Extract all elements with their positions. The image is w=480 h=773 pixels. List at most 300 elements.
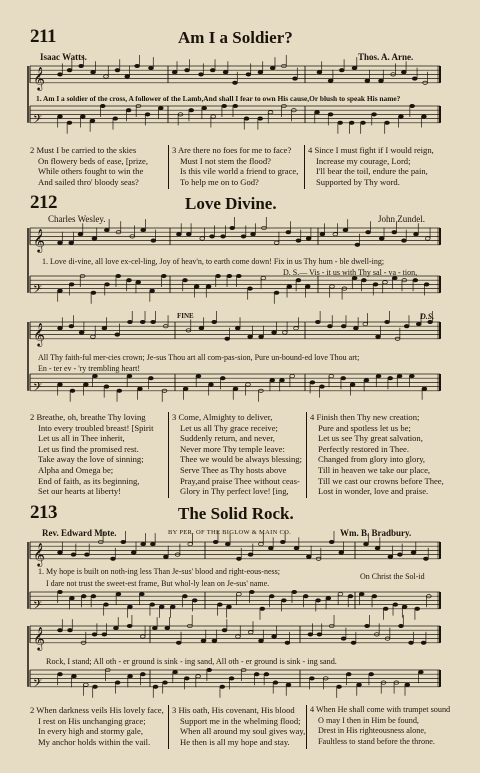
note-head [399,115,404,118]
bass-clef-icon: 𝄢 [33,676,43,693]
hymn-lyric-line: On Christ the Sol-id [360,572,425,581]
note-head [223,71,228,74]
note-head [117,389,122,392]
note-head [216,274,221,277]
note-head [196,675,201,678]
note-head [306,237,311,240]
note-head [145,113,150,116]
note-head [140,320,145,323]
verse-divider [304,145,305,189]
note-head [264,673,269,676]
note-head [397,374,402,377]
note-head [259,542,264,545]
note-head [192,599,197,602]
note-head [172,71,177,74]
note-head [272,331,277,334]
note-head [285,641,290,644]
note-head [401,71,406,74]
hymn-composer: Wm. B. Bradbury. [340,528,412,538]
note-head [139,592,144,595]
note-head [115,69,120,72]
hymn-verse: 3 His oath, His covenant, His blood Support me in the whelming flood; When all around my soul gives way, He then is all my hope and stay. [172,705,306,747]
note-head [233,104,238,107]
note-head [388,377,393,380]
note-head [333,233,338,236]
note-head [306,555,311,558]
note-head [233,387,238,390]
hymn-title: Am I a Soldier? [178,28,293,47]
hymn-verse: 3 Are there no foes for me to face? Must I not stem the flood? Is this vile world a friend to grace, To help me on to God? [172,145,299,187]
note-head [309,677,314,680]
hymn-lyric-line: 1. Love di-vine, all love ex-cel-ling, Joy of heav'n, to earth come down! Fix in us Thy hum - ble dwell-ing; [42,257,385,266]
note-head [128,320,133,323]
note-head [352,66,357,69]
note-head [149,377,154,380]
note-head [348,595,353,598]
note-head [128,605,133,608]
note-head [274,291,279,294]
note-head [246,383,251,386]
note-head [328,325,333,328]
note-head [412,77,417,80]
note-head [111,557,116,560]
note-head [343,228,348,231]
note-head [405,683,410,686]
note-head [379,237,384,240]
note-head [341,325,346,328]
note-head [280,379,285,382]
note-head [196,374,201,377]
note-head [329,374,334,377]
note-head [329,540,334,543]
note-head [127,279,132,282]
note-head [210,235,215,238]
note-head [375,547,380,550]
note-head [355,243,360,246]
note-head [150,289,155,292]
note-head [402,605,407,608]
note-head [376,374,381,377]
bass-clef-icon: 𝄢 [33,282,43,299]
note-head [91,71,96,74]
note-head [152,626,157,629]
note-head [229,677,234,680]
note-head [369,673,374,676]
note-head [351,641,356,644]
note-head [258,71,263,74]
hymn-number: 211 [30,26,56,47]
hymn-lyric-line: 1. Am I a soldier of the cross, A follower of the Lamb,And shall I fear to own His cause,Or blush to speak His name? [36,94,401,103]
note-head [392,231,397,234]
note-head [328,113,333,116]
bass-clef-icon: 𝄢 [33,112,43,129]
note-head [294,547,299,550]
note-head [364,379,369,382]
note-head [422,115,427,118]
note-head [199,73,204,76]
note-head [100,104,105,107]
note-head [233,81,238,84]
treble-clef-icon: 𝄞 [33,541,45,566]
note-head [341,377,346,380]
note-head [104,75,109,78]
note-head [290,374,295,377]
note-head [176,641,181,644]
hymn-lyricist: Charles Wesley. [48,214,106,224]
note-head [91,291,96,294]
note-head [399,624,404,627]
note-head [236,274,241,277]
note-head [213,540,218,543]
note-head [372,595,377,598]
note-head [220,377,225,380]
note-head [206,285,211,288]
note-head [69,283,74,286]
note-head [93,685,98,688]
note-head [365,624,370,627]
hymn-verse: 2 When darkness veils His lovely face, I rest on His unchanging grace; In every high and stormy gale, My anchor holds within the vail. [30,705,164,747]
note-head [286,231,291,234]
hymn-lyric-line: D. S.— Vis - it us with Thy sal - va - tion, [283,268,418,277]
note-head [69,325,74,328]
note-head [338,121,343,124]
note-head [173,670,178,673]
note-head [68,629,73,632]
treble-clef-icon: 𝄞 [33,65,45,90]
note-head [293,77,298,80]
note-head [280,540,285,543]
note-head [222,104,227,107]
note-head [58,115,63,118]
hymn-lyricist: Rev. Edward Mote. [42,528,117,538]
note-head [140,635,145,638]
bass-clef-icon: 𝄢 [33,380,43,397]
note-head [79,331,84,334]
note-head [92,237,97,240]
note-head [425,237,430,240]
note-head [248,287,253,290]
hymn-composer: Thos. A. Arne. [358,52,414,62]
hymn-title: Love Divine. [185,194,277,213]
note-head [413,279,418,282]
hymn-composer: John Zundel. [378,214,425,224]
note-head [287,285,292,288]
note-head [268,111,273,114]
note-head [338,592,343,595]
note-head [353,327,358,330]
note-head [212,639,217,642]
hymn-verse: 2 Breathe, oh, breathe Thy loving Into every troubled breast! [Spirit Let us all in Thee inherit, Let us find the promised rest. Take away the love of sinning; Alpha and Omega be; End of faith, as its beginning, Set our hearts at liberty! [30,412,154,497]
note-head [270,66,275,69]
hymn-lyric-line: I dare not trust the sweet-est frame, But whol-ly lean on Je-sus' name. [46,579,270,588]
note-head [269,595,274,598]
note-head [151,239,156,242]
note-head [294,327,299,330]
note-head [207,668,212,671]
note-head [259,639,264,642]
note-head [185,69,190,72]
note-head [409,641,414,644]
note-head [310,381,315,384]
note-head [393,603,398,606]
note-head [163,681,168,684]
note-head [91,335,96,338]
verse-divider [168,412,169,498]
note-head [85,553,90,556]
note-head [320,233,325,236]
note-head [273,681,278,684]
note-head [126,109,131,112]
note-head [165,626,170,629]
note-head [210,69,215,72]
note-head [102,327,107,330]
note-head [225,337,230,340]
note-head [236,592,241,595]
note-head [58,73,63,76]
note-head [404,325,409,328]
note-head [357,683,362,686]
note-head [136,281,141,284]
hymn-title: The Solid Rock. [178,504,294,523]
note-head [248,553,253,556]
note-head [241,235,246,238]
note-head [69,241,74,244]
note-head [58,629,63,632]
hymn-lyricist: Isaac Watts. [40,52,87,62]
note-head [153,685,158,688]
note-head [282,331,287,334]
note-head [72,675,77,678]
note-head [194,285,199,288]
note-head [80,115,85,118]
note-head [346,673,351,676]
note-head [58,673,63,676]
note-head [135,64,140,67]
fine-marker: FINE [177,312,194,320]
note-head [364,542,369,545]
note-head [161,274,166,277]
note-head [115,333,120,336]
note-head [330,285,335,288]
note-head [315,111,320,114]
note-head [212,320,217,323]
note-head [326,597,331,600]
note-head [281,599,286,602]
note-head [183,279,188,282]
note-head [58,590,63,593]
note-head [217,603,222,606]
note-head [182,595,187,598]
note-head [254,673,259,676]
treble-clef-icon: 𝄞 [33,227,45,252]
note-head [159,605,164,608]
note-head [366,231,371,234]
note-head [104,228,109,231]
note-head [422,387,427,390]
note-head [421,641,426,644]
note-head [372,113,377,116]
note-head [248,631,253,634]
note-head [303,595,308,598]
note-head [200,237,205,240]
note-head [92,633,97,636]
note-head [246,73,251,76]
note-head [163,555,168,558]
note-head [244,117,249,120]
treble-clef-icon: 𝄞 [33,625,45,650]
note-head [140,673,145,676]
note-head [138,387,143,390]
note-head [383,281,388,284]
note-head [236,635,241,638]
note-head [260,607,265,610]
note-head [71,553,76,556]
note-head [58,241,63,244]
note-head [128,675,133,678]
note-head [385,121,390,124]
note-head [90,119,95,122]
note-head [251,233,256,236]
note-head [141,228,146,231]
note-head [104,603,109,606]
note-head [418,670,423,673]
note-head [414,233,419,236]
note-head [424,283,429,286]
verse-divider [168,145,169,189]
note-head [186,233,191,236]
note-head [341,637,346,640]
note-head [183,387,188,390]
ds-marker: D.S. [420,312,435,321]
note-head [225,542,230,545]
note-head [202,106,207,109]
note-head [361,121,366,124]
note-head [221,235,226,238]
note-head [248,335,253,338]
note-head [209,383,214,386]
note-head [105,283,110,286]
note-head [415,607,420,610]
note-head [305,285,310,288]
note-head [315,320,320,323]
note-head [316,599,321,602]
note-head [227,605,232,608]
hymn-lyric-line: En - ter ev - 'ry trembling heart! [38,364,141,373]
note-head [141,542,146,545]
note-head [237,557,242,560]
note-head [113,117,118,120]
note-head [176,233,181,236]
note-head [339,69,344,72]
note-head [188,542,193,545]
note-head [411,551,416,554]
note-head [274,241,279,244]
hymn-verse: 4 When He shall come with trumpet sound O may I then in Him be found, Drest in His righteousness alone, Faultless to stand before the throne. [310,705,451,746]
note-head [416,322,421,325]
hymn-verse: 4 Finish then Thy new creation; Pure and spotless let us be; Let us see Thy great salvation, Perfectly restored in Thee. Changed from glory into glory, Till in heaven we take our place, Till we cast our crowns before Thee, Lost in wonder, love and praise. [310,412,444,497]
note-head [350,383,355,386]
hymn-number: 212 [30,192,57,213]
note-head [379,79,384,82]
note-head [131,551,136,554]
note-head [328,79,333,82]
note-head [388,555,393,558]
note-head [261,276,266,279]
hymn-lyric-line: 1. My hope is built on noth-ing less Than Je-sus' blood and right-eous-ness; [38,567,280,576]
note-head [58,551,63,554]
note-head [270,379,275,382]
note-head [424,557,429,560]
note-head [69,597,74,600]
note-head [410,104,415,107]
note-head [104,385,109,388]
note-head [170,605,175,608]
note-head [121,540,126,543]
note-head [79,64,84,67]
note-head [227,274,232,277]
note-head [127,374,132,377]
note-head [409,374,414,377]
note-head [58,289,63,292]
note-head [259,335,264,338]
note-head [376,335,381,338]
verse-divider [306,412,307,498]
hymn-lyric-line: Rock, I stand; All oth - er ground is sink - ing sand, All oth - er ground is sink - ing sand. [46,657,337,666]
hymn-verse: 4 Since I must fight if I would reign, Increase my courage, Lord; I'll bear the toil, endure the pain, Supported by Thy word. [308,145,434,187]
note-head [127,624,132,627]
note-head [230,226,235,229]
note-head [151,320,156,323]
note-head [397,553,402,556]
note-head [359,592,364,595]
note-head [70,389,75,392]
note-head [114,626,119,629]
verse-divider [306,705,307,749]
note-head [249,590,254,593]
hymn-lyric-line: All Thy faith-ful mer-cies crown; Je-sus Thou art all com-pas-sion, Pure un-bound-ed love Thou art; [38,353,360,362]
note-head [365,79,370,82]
note-head [83,383,88,386]
treble-clef-icon: 𝄞 [33,321,45,346]
note-head [373,283,378,286]
note-head [116,274,121,277]
note-head [308,633,313,636]
note-head [189,109,194,112]
note-head [115,681,120,684]
note-head [150,542,155,545]
note-head [199,327,204,330]
note-head [296,279,301,282]
note-head [362,279,367,282]
note-head [339,551,344,554]
hymn-verse: 3 Come, Almighty to deliver, Let us all Thy grace receive; Suddenly return, and never, Never more Thy temple leave: Thee we would be always blessing; Serve Thee as Thy hosts above Pray,and praise Thee without ceas- Glory in Thy perfect love! [ing, [172,412,302,497]
note-head [93,374,98,377]
note-head [58,383,63,386]
note-head [116,592,121,595]
note-head [58,327,63,330]
note-head [83,683,88,686]
note-head [125,75,130,78]
note-head [222,629,227,632]
note-head [320,385,325,388]
note-head [67,69,72,72]
note-head [258,117,263,120]
note-head [78,233,83,236]
note-head [211,115,216,118]
note-head [158,106,163,109]
note-head [292,590,297,593]
note-head [383,607,388,610]
